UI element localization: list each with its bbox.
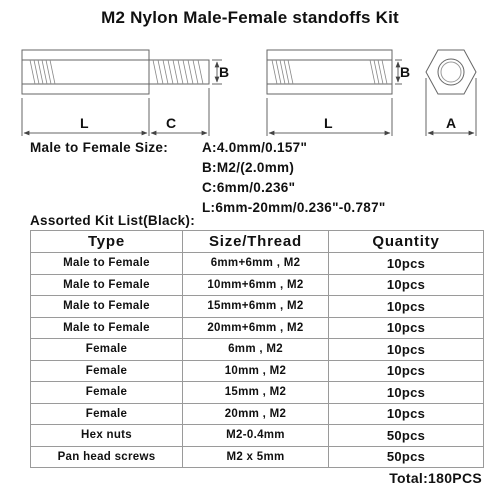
table-row: [31, 317, 484, 339]
cell-type: Pan head screws: [31, 446, 183, 468]
spec-row: [30, 138, 490, 158]
cell-size: M2-0.4mm: [183, 425, 329, 447]
kit-list-title: Assorted Kit List(Black):: [30, 213, 196, 228]
cell-size: 20mm , M2: [183, 403, 329, 425]
cell-quantity: 10pcs: [329, 296, 484, 318]
table-row: [31, 296, 484, 318]
spec-heading: Male to Female Size:: [30, 140, 169, 155]
dimension-label-b: B: [219, 64, 230, 80]
cell-type: Female: [31, 403, 183, 425]
cell-size: 15mm+6mm , M2: [183, 296, 329, 318]
cell-quantity: 10pcs: [329, 360, 484, 382]
cell-size: 10mm+6mm , M2: [183, 274, 329, 296]
spec-b: B:M2/(2.0mm): [202, 160, 295, 175]
cell-quantity: 10pcs: [329, 253, 484, 275]
cell-quantity: 10pcs: [329, 274, 484, 296]
cell-quantity: 50pcs: [329, 425, 484, 447]
dimension-label-l: L: [324, 115, 333, 131]
size-specs: [30, 138, 490, 218]
female-standoff-drawing: [267, 50, 402, 136]
cell-quantity: 10pcs: [329, 403, 484, 425]
table-row: [31, 403, 484, 425]
cell-size: 6mm+6mm , M2: [183, 253, 329, 275]
dimension-label-l: L: [80, 115, 89, 131]
table-row: [31, 425, 484, 447]
header-quantity: Quantity: [329, 231, 484, 253]
technical-drawing: [0, 38, 500, 138]
male-female-standoff-drawing: [22, 50, 222, 136]
cell-type: Male to Female: [31, 274, 183, 296]
spec-c: C:6mm/0.236": [202, 180, 296, 195]
table-row: [31, 274, 484, 296]
cell-quantity: 10pcs: [329, 339, 484, 361]
cell-size: 10mm , M2: [183, 360, 329, 382]
table-row: [31, 360, 484, 382]
table-row: [31, 446, 484, 468]
cell-type: Male to Female: [31, 296, 183, 318]
cell-type: Male to Female: [31, 253, 183, 275]
cell-size: 20mm+6mm , M2: [183, 317, 329, 339]
dimension-label-c: C: [166, 115, 177, 131]
header-type: Type: [31, 231, 183, 253]
cell-type: Female: [31, 360, 183, 382]
cell-type: Female: [31, 382, 183, 404]
cell-size: 6mm , M2: [183, 339, 329, 361]
cell-quantity: 10pcs: [329, 382, 484, 404]
spec-a: A:4.0mm/0.157": [202, 140, 308, 155]
header-size-thread: Size/Thread: [183, 231, 329, 253]
cell-size: 15mm , M2: [183, 382, 329, 404]
table-row: [31, 339, 484, 361]
cell-type: Female: [31, 339, 183, 361]
cell-size: M2 x 5mm: [183, 446, 329, 468]
dimension-label-a: A: [446, 115, 457, 131]
cell-quantity: 10pcs: [329, 317, 484, 339]
total-count: Total:180PCS: [389, 470, 482, 486]
dimension-label-b: B: [400, 64, 411, 80]
cell-type: Male to Female: [31, 317, 183, 339]
cell-quantity: 50pcs: [329, 446, 484, 468]
cell-type: Hex nuts: [31, 425, 183, 447]
spec-l: L:6mm-20mm/0.236"-0.787": [202, 200, 386, 215]
kit-table: [30, 230, 484, 468]
table-header-row: [31, 231, 484, 253]
table-row: [31, 382, 484, 404]
table-row: [31, 253, 484, 275]
page-title: M2 Nylon Male-Female standoffs Kit: [101, 8, 399, 27]
